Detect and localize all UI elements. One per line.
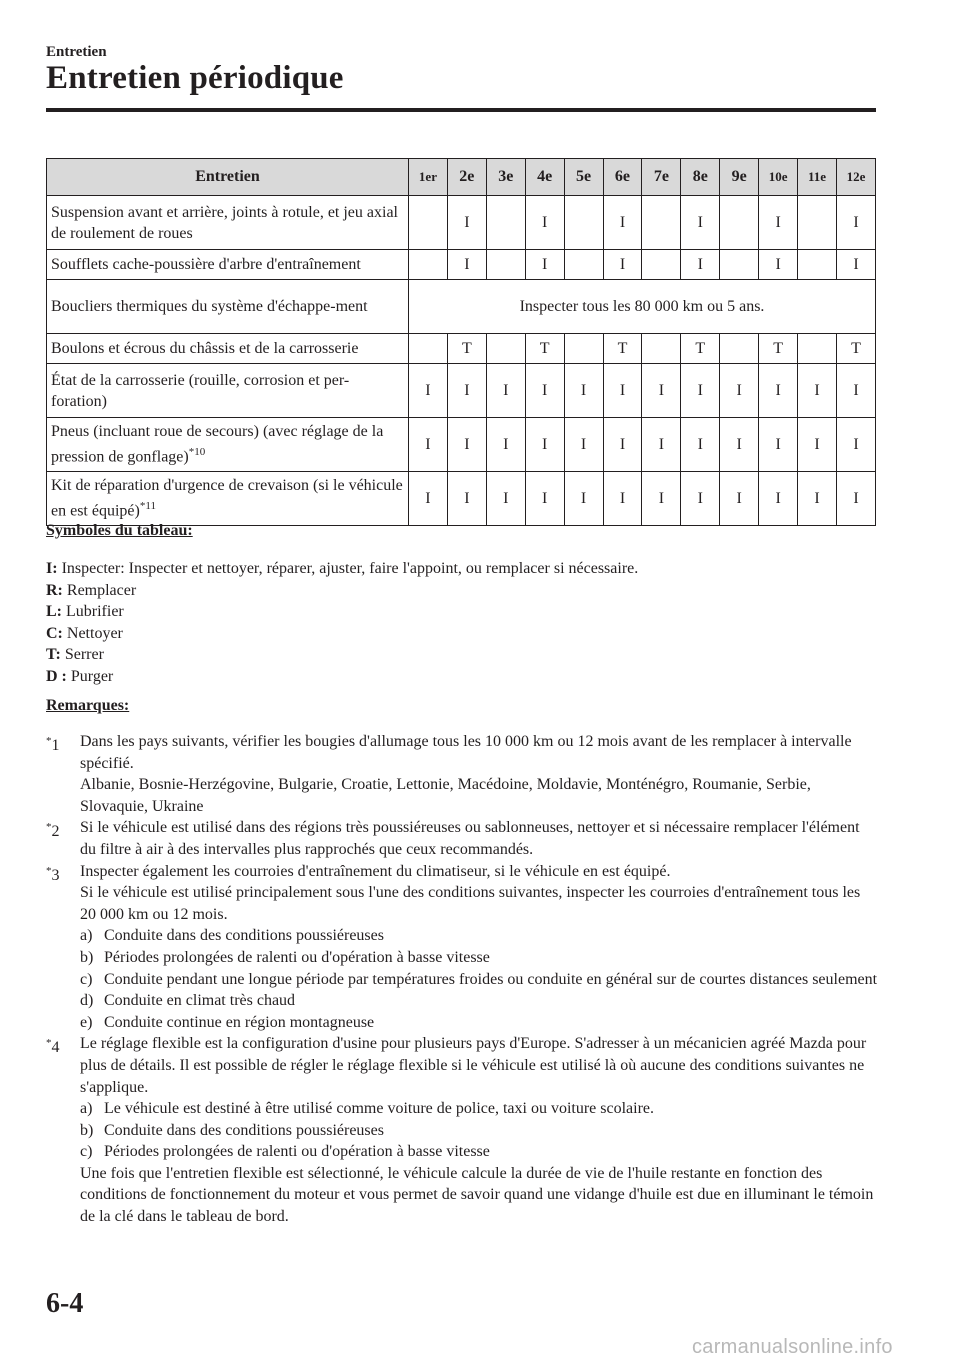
interval-cell: I — [836, 250, 875, 280]
symbol-key: C: — [46, 624, 63, 642]
section-label: Entretien — [46, 44, 107, 60]
symbol-key: T: — [46, 646, 61, 663]
item-cell — [47, 364, 409, 418]
item-text: Pneus (incluant roue de secours) (avec réglage de la pression de gonflage) — [51, 423, 384, 466]
table-row — [47, 472, 876, 526]
symbol-row — [46, 558, 876, 580]
symbols-list — [46, 558, 876, 687]
symbol-row — [46, 666, 876, 688]
note-item — [46, 861, 878, 1034]
interval-cell: I — [642, 364, 681, 418]
note-sub-label: c) — [80, 970, 93, 988]
note-mark: * — [46, 864, 52, 877]
notes-heading: Remarques: — [46, 697, 130, 714]
item-text: État de la carrosserie (rouille, corrosion et per-foration) — [51, 371, 350, 410]
note-text: Si le véhicule est utilisé dans des régions très poussiéreuses ou sablonneuses, nettoyer et si nécessaire remplacer l'élément du filtre à air à des intervalles plus rapprochés que ceux recommandés. — [80, 819, 860, 858]
interval-column-header: 1er — [409, 159, 448, 196]
note-item — [46, 1033, 878, 1227]
interval-cell: I — [564, 472, 603, 526]
interval-column-header: 6e — [603, 159, 642, 196]
note-sub-text: Conduite en climat très chaud — [104, 992, 296, 1010]
interval-cell: I — [603, 196, 642, 250]
note-sub-label: e) — [80, 1013, 93, 1031]
interval-cell: T — [759, 334, 798, 364]
interval-cell: I — [836, 472, 875, 526]
page-title: Entretien périodique — [46, 60, 344, 96]
title-rule — [46, 108, 876, 112]
note-sub-text: Conduite pendant une longue période par températures froides ou conduite en général sur de courtes distances seulement — [104, 970, 878, 988]
maintenance-table — [46, 158, 876, 526]
symbol-key: D : — [46, 667, 67, 685]
watermark: carmanualsonline.info — [692, 1336, 893, 1358]
interval-cell: I — [486, 418, 525, 472]
interval-column-header: 11e — [798, 159, 837, 196]
interval-column-header: 4e — [525, 159, 564, 196]
interval-cell: I — [759, 250, 798, 280]
interval-cell: I — [564, 418, 603, 472]
item-text: Soufflets cache-poussière d'arbre d'entraînement — [51, 256, 361, 273]
note-number-text: 3 — [51, 866, 60, 884]
interval-cell — [642, 334, 681, 364]
interval-column-header: 10e — [759, 159, 798, 196]
interval-column-header: 5e — [564, 159, 603, 196]
interval-cell: I — [525, 364, 564, 418]
interval-cell — [642, 250, 681, 280]
note-sub-item — [80, 947, 878, 969]
interval-cell — [486, 250, 525, 280]
note-sub-item — [80, 1098, 878, 1120]
note-text: Inspecter également les courroies d'entraînement du climatiseur, si le véhicule en est équipé. — [80, 862, 671, 880]
interval-cell — [642, 196, 681, 250]
interval-cell: T — [447, 334, 486, 364]
note-number — [46, 861, 60, 887]
footnote-ref: *11 — [139, 500, 156, 513]
note-text: Une fois que l'entretien flexible est sélectionné, le véhicule calcule la durée de vie de l'huile restante en fonction des conditions de fonctionnement du moteur et vous permet de savoir quand une vidange d'huile est due en illuminant le témoin de la clé dans le tableau de bord. — [80, 1164, 874, 1226]
interval-cell — [720, 250, 759, 280]
interval-cell — [564, 250, 603, 280]
interval-cell — [409, 196, 448, 250]
item-cell — [47, 472, 409, 526]
table-row — [47, 334, 876, 364]
notes-list — [46, 731, 878, 1228]
note-number-text: 4 — [51, 1039, 60, 1057]
item-column-header: Entretien — [47, 159, 409, 196]
interval-cell — [720, 334, 759, 364]
symbol-text: Purger — [66, 667, 114, 685]
item-text: Boulons et écrous du châssis et de la carrosserie — [51, 340, 359, 357]
interval-cell: I — [486, 364, 525, 418]
note-number-text: 1 — [51, 737, 60, 754]
note-text: Si le véhicule est utilisé principalement sous l'une des conditions suivantes, inspecter les courroies d'entraînement tous les 20 000 km ou 12 mois. — [80, 884, 861, 923]
symbol-text: Nettoyer — [62, 624, 123, 642]
symbol-text: Serrer — [60, 646, 104, 663]
interval-cell — [409, 250, 448, 280]
table-row — [47, 280, 876, 334]
note-sub-label: b) — [80, 1121, 94, 1139]
interval-cell: I — [525, 250, 564, 280]
symbol-row — [46, 623, 876, 645]
interval-cell: T — [525, 334, 564, 364]
note-sub-text: Périodes prolongées de ralenti ou d'opération à basse vitesse — [104, 1143, 490, 1161]
interval-cell: I — [603, 418, 642, 472]
note-text: Le réglage flexible est la configuration d'usine pour plusieurs pays d'Europe. S'adresser à un mécanicien agréé Mazda pour plus de détails. Il est possible de régler le réglage flexible si le véhicule est utilisé là où aucune des conditions suivantes ne s'applique. — [80, 1035, 867, 1096]
interval-cell: I — [759, 364, 798, 418]
interval-cell: I — [603, 472, 642, 526]
interval-cell: I — [447, 250, 486, 280]
interval-cell: I — [798, 364, 837, 418]
interval-cell — [564, 334, 603, 364]
interval-cell: I — [447, 196, 486, 250]
interval-cell: I — [836, 364, 875, 418]
interval-cell: I — [720, 418, 759, 472]
interval-cell: I — [525, 418, 564, 472]
interval-cell: I — [409, 418, 448, 472]
symbol-text: Remplacer — [62, 581, 137, 599]
interval-cell: T — [836, 334, 875, 364]
interval-cell: I — [720, 364, 759, 418]
interval-cell: I — [564, 364, 603, 418]
note-sub-item — [80, 1012, 878, 1034]
note-mark: * — [46, 821, 52, 834]
interval-cell: I — [486, 472, 525, 526]
symbol-key: I: — [46, 560, 58, 577]
interval-column-header: 12e — [836, 159, 875, 196]
interval-cell: I — [642, 472, 681, 526]
note-text: Dans les pays suivants, vérifier les bougies d'allumage tous les 10 000 km ou 12 mois avant de les remplacer à intervalle spécifié. — [80, 733, 852, 772]
interval-cell — [409, 334, 448, 364]
interval-cell: I — [447, 418, 486, 472]
table-row — [47, 418, 876, 472]
interval-cell: I — [759, 472, 798, 526]
interval-cell: I — [836, 196, 875, 250]
note-sub-text: Conduite continue en région montagneuse — [104, 1013, 375, 1031]
table-row — [47, 196, 876, 250]
interval-cell: I — [681, 364, 720, 418]
item-cell — [47, 334, 409, 364]
interval-cell: I — [681, 196, 720, 250]
interval-span-cell: Inspecter tous les 80 000 km ou 5 ans. — [409, 280, 876, 334]
symbol-row — [46, 601, 876, 623]
note-text: Albanie, Bosnie-Herzégovine, Bulgarie, Croatie, Lettonie, Macédoine, Moldavie, Monténégro, Roumanie, Serbie, Slovaquie, Ukraine — [80, 776, 811, 815]
item-text: Boucliers thermiques du système d'échappe-ment — [51, 298, 368, 315]
symbol-key: L: — [46, 603, 62, 620]
item-cell — [47, 196, 409, 250]
note-sub-label: b) — [80, 948, 94, 966]
symbol-text: Lubrifier — [62, 603, 124, 620]
interval-cell: I — [525, 472, 564, 526]
interval-cell — [564, 196, 603, 250]
note-number-text: 2 — [51, 823, 60, 841]
interval-cell: I — [525, 196, 564, 250]
interval-cell — [486, 334, 525, 364]
item-text: Suspension avant et arrière, joints à rotule, et jeu axial de roulement de roues — [51, 203, 398, 242]
interval-column-header: 7e — [642, 159, 681, 196]
interval-cell: I — [447, 364, 486, 418]
note-number — [46, 817, 60, 843]
interval-column-header: 9e — [720, 159, 759, 196]
note-sub-item — [80, 1141, 878, 1163]
interval-cell: I — [798, 472, 837, 526]
item-cell — [47, 418, 409, 472]
interval-column-header: 8e — [681, 159, 720, 196]
note-item — [46, 731, 878, 817]
note-mark: * — [46, 735, 52, 747]
item-cell — [47, 250, 409, 280]
item-cell — [47, 280, 409, 334]
interval-cell: T — [603, 334, 642, 364]
note-number — [46, 731, 60, 757]
interval-cell: I — [409, 364, 448, 418]
note-number — [46, 1033, 60, 1059]
footnote-ref: *10 — [188, 446, 206, 459]
interval-cell: I — [603, 250, 642, 280]
interval-cell: T — [681, 334, 720, 364]
item-text: Kit de réparation d'urgence de crevaison (si le véhicule en est équipé) — [51, 477, 403, 520]
interval-cell: I — [681, 250, 720, 280]
symbol-text: Inspecter: Inspecter et nettoyer, réparer, ajuster, faire l'appoint, ou remplacer si nécessaire. — [57, 560, 639, 577]
note-sub-item — [80, 925, 878, 947]
symbol-row — [46, 644, 876, 666]
interval-column-header: 2e — [447, 159, 486, 196]
interval-cell: I — [447, 472, 486, 526]
note-sub-label: a) — [80, 1100, 93, 1118]
note-sub-item — [80, 1120, 878, 1142]
note-sub-item — [80, 969, 878, 991]
note-sub-text: Périodes prolongées de ralenti ou d'opération à basse vitesse — [104, 948, 490, 966]
interval-column-header: 3e — [486, 159, 525, 196]
interval-cell: I — [409, 472, 448, 526]
symbol-key: R: — [46, 581, 63, 599]
interval-cell — [798, 250, 837, 280]
interval-cell — [486, 196, 525, 250]
note-sub-item — [80, 990, 878, 1012]
interval-cell: I — [642, 418, 681, 472]
interval-cell: I — [759, 418, 798, 472]
interval-cell: I — [603, 364, 642, 418]
interval-cell — [720, 196, 759, 250]
note-sub-text: Conduite dans des conditions poussiéreuses — [104, 1121, 384, 1139]
note-sub-text: Conduite dans des conditions poussiéreuses — [104, 927, 384, 945]
note-mark: * — [46, 1037, 52, 1050]
interval-cell: I — [720, 472, 759, 526]
interval-cell — [798, 196, 837, 250]
note-sub-text: Le véhicule est destiné à être utilisé comme voiture de police, taxi ou voiture scolaire. — [104, 1100, 655, 1118]
note-item — [46, 817, 878, 860]
interval-cell: I — [759, 196, 798, 250]
table-row — [47, 364, 876, 418]
note-sub-label: a) — [80, 927, 93, 945]
interval-cell — [798, 334, 837, 364]
table-row — [47, 250, 876, 280]
interval-cell: I — [836, 418, 875, 472]
note-sub-label: c) — [80, 1143, 93, 1161]
table-header-row — [47, 159, 876, 196]
symbol-row — [46, 580, 876, 602]
interval-cell: I — [681, 418, 720, 472]
note-sub-label: d) — [80, 992, 94, 1010]
page-number: 6-4 — [46, 1288, 84, 1319]
interval-cell: I — [798, 418, 837, 472]
symbols-heading: Symboles du tableau: — [46, 522, 193, 539]
interval-cell: I — [681, 472, 720, 526]
